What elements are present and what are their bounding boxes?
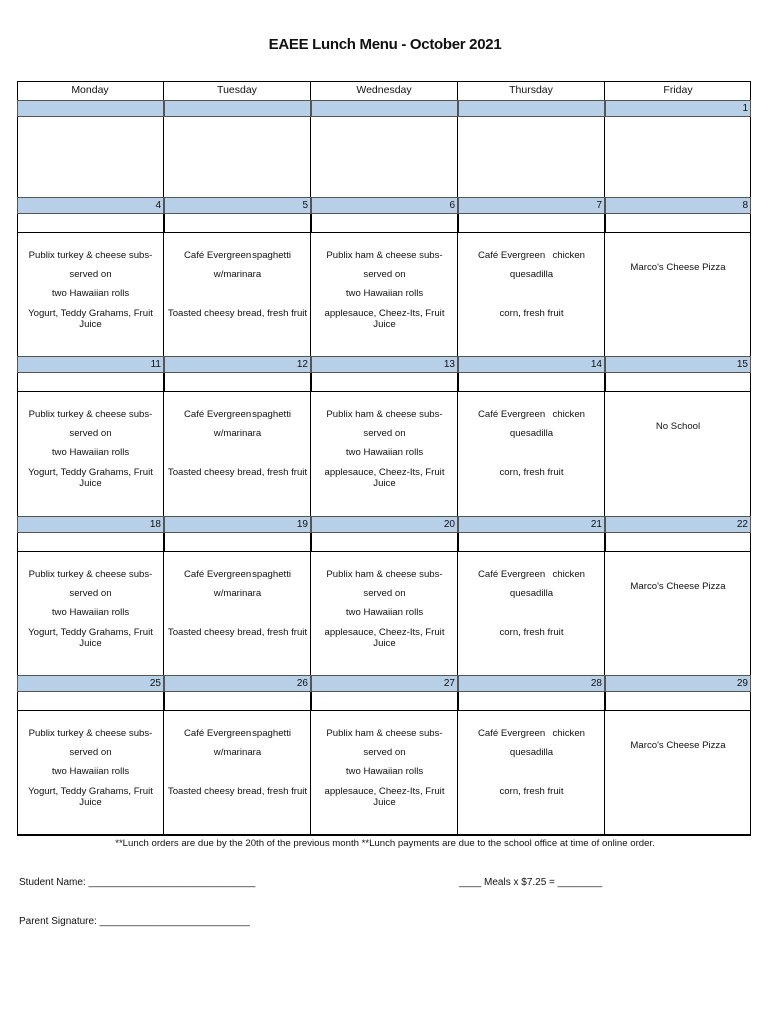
vendor-name: Café Evergreen [478,569,546,580]
column-divider [458,692,605,835]
entree-name: chicken [552,569,585,580]
vendor-name: Café Evergreen [478,409,546,420]
meal-line: w/marinara [213,428,262,439]
meal-sides: applesauce, Cheez-Its, Fruit Juice [324,308,445,330]
meal-sides: Toasted cheesy bread, fresh fruit [167,467,308,478]
date-cell [458,100,605,117]
meal-line: quesadilla [509,269,554,280]
date-cell: 7 [458,197,605,214]
date-cell: 8 [605,197,751,214]
meal-sides: applesauce, Cheez-Its, Fruit Juice [324,467,445,489]
date-cell: 21 [458,516,605,533]
meal-sides: Toasted cheesy bread, fresh fruit [167,627,308,638]
meal-sides: corn, fresh fruit [499,786,564,797]
vendor-name: Café Evergreen [478,250,546,261]
meal-line: Publix ham & cheese subs-served on [326,409,443,439]
column-divider [164,117,311,197]
date-cell [311,100,458,117]
meal-sides: Yogurt, Teddy Grahams, Fruit Juice [28,786,153,808]
entree-name: chicken [552,409,585,420]
date-cell: 19 [164,516,311,533]
meal-line: two Hawaiian rolls [345,607,424,618]
spacer-row [605,214,751,233]
meal-entree [166,565,309,603]
page-title: EAEE Lunch Menu - October 2021 [268,36,502,53]
date-cell: 1 [605,100,751,117]
order-deadline-note: **Lunch orders are due by the 20th of the previous month **Lunch payments are due to the school office at time of online order. [115,838,655,849]
meal-entree [19,405,162,462]
spacer-row [458,373,605,392]
date-cell: 20 [311,516,458,533]
friday-meal: No School [655,421,701,432]
meal-line: Publix turkey & cheese subs-served on [28,409,153,439]
meal-line [460,724,603,743]
spacer-row [17,373,164,392]
spacer-row [311,692,458,711]
meal-sides: applesauce, Cheez-Its, Fruit Juice [324,786,445,808]
meal-line [166,405,309,424]
meal-line: Publix ham & cheese subs-served on [326,728,443,758]
meal-line: quesadilla [509,747,554,758]
column-divider [458,117,605,197]
vendor-name: Café Evergreen [184,409,252,420]
entree-name: chicken [552,250,585,261]
vendor-name: Café Evergreen [478,728,546,739]
meal-line: Publix turkey & cheese subs-served on [28,250,153,280]
meal-line: two Hawaiian rolls [51,766,130,777]
meal-line: two Hawaiian rolls [345,766,424,777]
meal-line [166,565,309,584]
meal-line: w/marinara [213,269,262,280]
meal-line: Publix ham & cheese subs-served on [326,250,443,280]
meal-entree [460,246,603,284]
date-cell: 13 [311,356,458,373]
meal-sides: Toasted cheesy bread, fresh fruit [167,786,308,797]
date-cell: 27 [311,675,458,692]
date-cell: 14 [458,356,605,373]
meal-sides: corn, fresh fruit [499,627,564,638]
spacer-row [458,533,605,552]
meal-line: w/marinara [213,588,262,599]
day-header: Monday [17,81,164,100]
meal-line [460,246,603,265]
lunch-calendar [17,81,751,835]
meal-line: Publix ham & cheese subs-served on [326,569,443,599]
spacer-row [17,533,164,552]
meal-sides: Yogurt, Teddy Grahams, Fruit Juice [28,308,153,330]
date-cell: 5 [164,197,311,214]
meal-line: two Hawaiian rolls [345,447,424,458]
entree-name: spaghetti [252,569,291,580]
day-header: Wednesday [311,81,458,100]
meal-entree [460,565,603,603]
spacer-row [17,692,164,711]
spacer-row [311,533,458,552]
date-cell [17,100,164,117]
meal-sides: applesauce, Cheez-Its, Fruit Juice [324,627,445,649]
friday-meal: Marco's Cheese Pizza [630,581,726,592]
friday-meal: Marco's Cheese Pizza [630,262,726,273]
spacer-row [605,533,751,552]
entree-name: spaghetti [252,728,291,739]
meal-entree [460,724,603,762]
date-cell: 22 [605,516,751,533]
meal-line: quesadilla [509,428,554,439]
spacer-row [605,692,751,711]
meal-line: quesadilla [509,588,554,599]
meal-entree [313,724,456,781]
meals-total-field[interactable]: ____ Meals x $7.25 = ________ [459,877,603,888]
meal-sides: Toasted cheesy bread, fresh fruit [167,308,308,319]
spacer-row [164,533,311,552]
date-cell: 11 [17,356,164,373]
meal-line: two Hawaiian rolls [345,288,424,299]
meal-entree [19,724,162,781]
column-divider [164,692,311,835]
entree-name: chicken [552,728,585,739]
date-cell: 26 [164,675,311,692]
spacer-row [311,214,458,233]
entree-name: spaghetti [252,409,291,420]
day-header: Friday [663,84,693,96]
spacer-row [164,373,311,392]
date-cell: 4 [17,197,164,214]
meal-entree [166,724,309,762]
column-divider [17,117,164,197]
vendor-name: Café Evergreen [184,569,252,580]
vendor-name: Café Evergreen [184,250,252,261]
meal-line: w/marinara [213,747,262,758]
meal-line [166,724,309,743]
date-cell: 6 [311,197,458,214]
date-cell: 15 [605,356,751,373]
column-divider [164,533,311,675]
spacer-row [17,214,164,233]
column-divider [458,373,605,516]
date-cell: 28 [458,675,605,692]
meal-line [460,405,603,424]
meal-sides: corn, fresh fruit [499,308,564,319]
meal-entree [313,246,456,303]
date-cell: 29 [605,675,751,692]
meal-line: two Hawaiian rolls [51,288,130,299]
spacer-row [605,373,751,392]
meal-entree [313,565,456,622]
day-header: Tuesday [164,81,311,100]
entree-name: spaghetti [252,250,291,261]
meal-line [166,246,309,265]
vendor-name: Café Evergreen [184,728,252,739]
meal-line: two Hawaiian rolls [51,607,130,618]
day-header: Thursday [458,81,605,100]
meal-entree [19,565,162,622]
date-cell: 12 [164,356,311,373]
spacer-row [164,214,311,233]
column-divider [311,117,458,197]
student-name-field[interactable]: Student Name: ______________________________ [19,877,256,888]
date-cell [164,100,311,117]
column-divider [458,214,605,356]
date-cell: 25 [17,675,164,692]
column-divider [164,214,311,356]
meal-entree [166,246,309,284]
spacer-row [458,214,605,233]
spacer-row [458,692,605,711]
meal-sides: Yogurt, Teddy Grahams, Fruit Juice [28,467,153,489]
meal-entree [313,405,456,462]
spacer-row [311,373,458,392]
column-divider [164,373,311,516]
meal-sides: Yogurt, Teddy Grahams, Fruit Juice [28,627,153,649]
meal-entree [166,405,309,443]
date-cell: 18 [17,516,164,533]
week-divider [17,835,751,836]
meal-line [460,565,603,584]
column-divider [458,533,605,675]
meal-line: Publix turkey & cheese subs-served on [28,728,153,758]
meal-line: two Hawaiian rolls [51,447,130,458]
meal-line: Publix turkey & cheese subs-served on [28,569,153,599]
spacer-row [164,692,311,711]
friday-meal: Marco's Cheese Pizza [630,740,726,751]
meal-sides: corn, fresh fruit [499,467,564,478]
meal-entree [19,246,162,303]
meal-entree [460,405,603,443]
parent-signature-field[interactable]: Parent Signature: ___________________________ [19,916,250,927]
